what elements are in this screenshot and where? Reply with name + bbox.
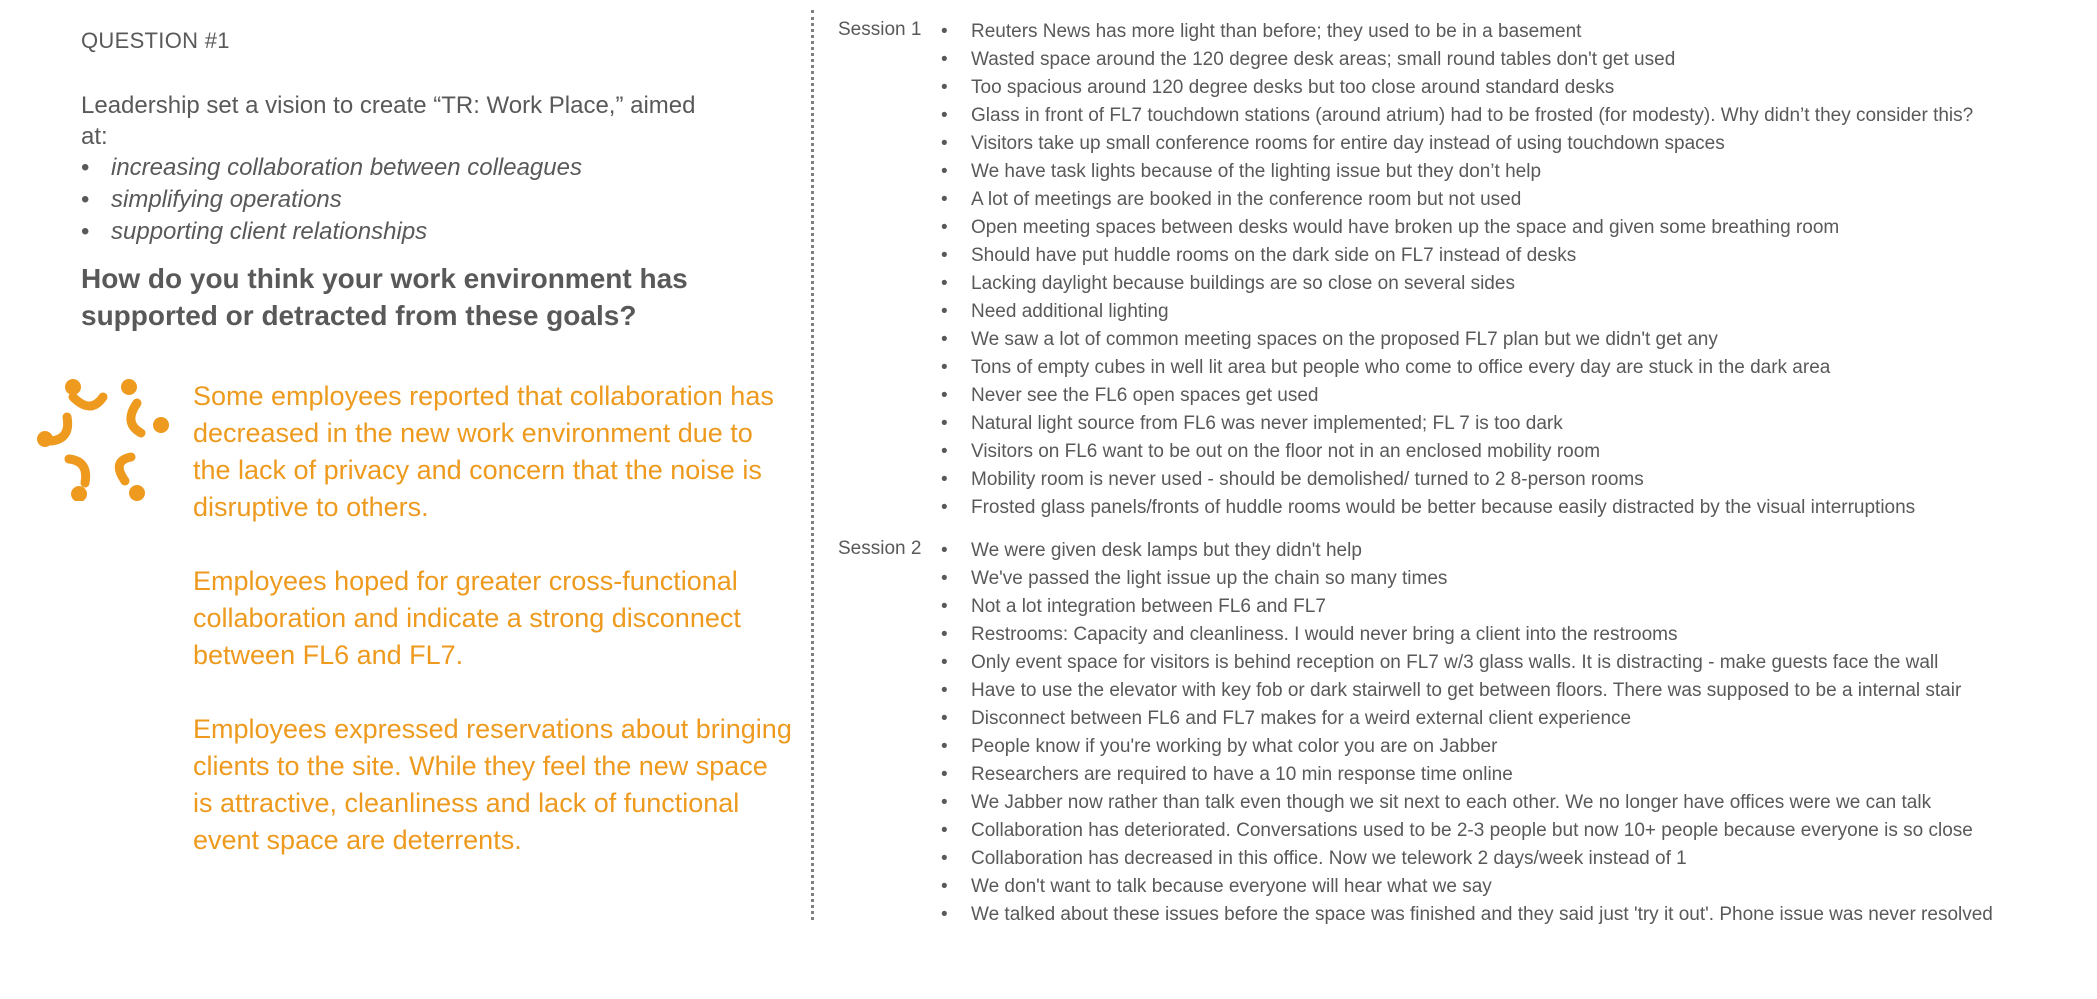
findings	[193, 378, 793, 896]
list-item: • Need additional lighting	[971, 298, 2081, 326]
session-comments	[971, 537, 2081, 929]
list-item: • We talked about these issues before the space was finished and they said just 'try it out'. Phone issue was never resolved	[971, 901, 2081, 929]
question-panel	[81, 28, 781, 334]
list-item: • Never see the FL6 open spaces get used	[971, 382, 2081, 410]
question-prompt: How do you think your work environment has supported or detracted from these goals?	[81, 263, 688, 331]
list-item: • Collaboration has decreased in this office. Now we telework 2 days/week instead of 1	[971, 845, 2081, 873]
list-item: • People know if you're working by what color you are on Jabber	[971, 733, 2081, 761]
list-item: • Open meeting spaces between desks would have broken up the space and given some breathing room	[971, 214, 2081, 242]
session-label: Session 2	[838, 538, 922, 559]
list-item: • Have to use the elevator with key fob or dark stairwell to get between floors. There was supposed to be a internal stair	[971, 677, 2081, 705]
dotted-divider	[811, 10, 814, 920]
list-item: • Natural light source from FL6 was never implemented; FL 7 is too dark	[971, 410, 2081, 438]
list-item: • Collaboration has deteriorated. Conversations used to be 2-3 people but now 10+ people because everyone is so close	[971, 817, 2081, 845]
list-item: • Researchers are required to have a 10 min response time online	[971, 761, 2081, 789]
session-label: Session 1	[838, 19, 922, 40]
list-item: • Disconnect between FL6 and FL7 makes for a weird external client experience	[971, 705, 2081, 733]
list-item: • Visitors take up small conference rooms for entire day instead of using touchdown spaces	[971, 130, 2081, 158]
list-item: • We have task lights because of the lighting issue but they don’t help	[971, 158, 2081, 186]
list-item: • Reuters News has more light than before; they used to be in a basement	[971, 18, 2081, 46]
list-item: • Visitors on FL6 want to be out on the floor not in an enclosed mobility room	[971, 438, 2081, 466]
session-comments	[971, 18, 2081, 522]
list-item: • Should have put huddle rooms on the dark side on FL7 instead of desks	[971, 242, 2081, 270]
finding-paragraph: Employees expressed reservations about bringing clients to the site. While they feel the new space is attractive, cleanliness and lack of functional event space are deterrents.	[193, 714, 792, 855]
list-item: • We don't want to talk because everyone will hear what we say	[971, 873, 2081, 901]
question-label: QUESTION #1	[81, 28, 230, 53]
list-item: • Restrooms: Capacity and cleanliness. I would never bring a client into the restrooms	[971, 621, 2081, 649]
list-item: • Not a lot integration between FL6 and FL7	[971, 593, 2081, 621]
list-item: • Too spacious around 120 degree desks but too close around standard desks	[971, 74, 2081, 102]
list-item: • Wasted space around the 120 degree desk areas; small round tables don't get used	[971, 46, 2081, 74]
list-item: • We Jabber now rather than talk even though we sit next to each other. We no longer have offices were we can talk	[971, 789, 2081, 817]
list-item: • Mobility room is never used - should be demolished/ turned to 2 8-person rooms	[971, 466, 2081, 494]
people-collaboration-icon	[33, 375, 175, 501]
goal-item: • simplifying operations	[81, 184, 781, 216]
list-item: • We saw a lot of common meeting spaces on the proposed FL7 plan but we didn't get any	[971, 326, 2081, 354]
goal-item: • supporting client relationships	[81, 216, 781, 248]
finding-paragraph: Employees hoped for greater cross-functional collaboration and indicate a strong disconnect between FL6 and FL7.	[193, 566, 741, 670]
list-item: • We were given desk lamps but they didn't help	[971, 537, 2081, 565]
intro-text: Leadership set a vision to create “TR: Work Place,” aimed at:	[81, 92, 696, 150]
list-item: • We've passed the light issue up the chain so many times	[971, 565, 2081, 593]
list-item: • Lacking daylight because buildings are so close on several sides	[971, 270, 2081, 298]
finding-paragraph: Some employees reported that collaboration has decreased in the new work environment due to the lack of privacy and concern that the noise is disruptive to others.	[193, 381, 774, 522]
goal-item: • increasing collaboration between colleagues	[81, 152, 781, 184]
goals-list	[81, 152, 781, 248]
list-item: • Frosted glass panels/fronts of huddle rooms would be better because easily distracted by the visual interruptions	[971, 494, 2081, 522]
list-item: • Tons of empty cubes in well lit area but people who come to office every day are stuck in the dark area	[971, 354, 2081, 382]
list-item: • A lot of meetings are booked in the conference room but not used	[971, 186, 2081, 214]
list-item: • Glass in front of FL7 touchdown stations (around atrium) had to be frosted (for modesty). Why didn’t they consider this?	[971, 102, 2081, 130]
list-item: • Only event space for visitors is behind reception on FL7 w/3 glass walls. It is distracting - make guests face the wall	[971, 649, 2081, 677]
